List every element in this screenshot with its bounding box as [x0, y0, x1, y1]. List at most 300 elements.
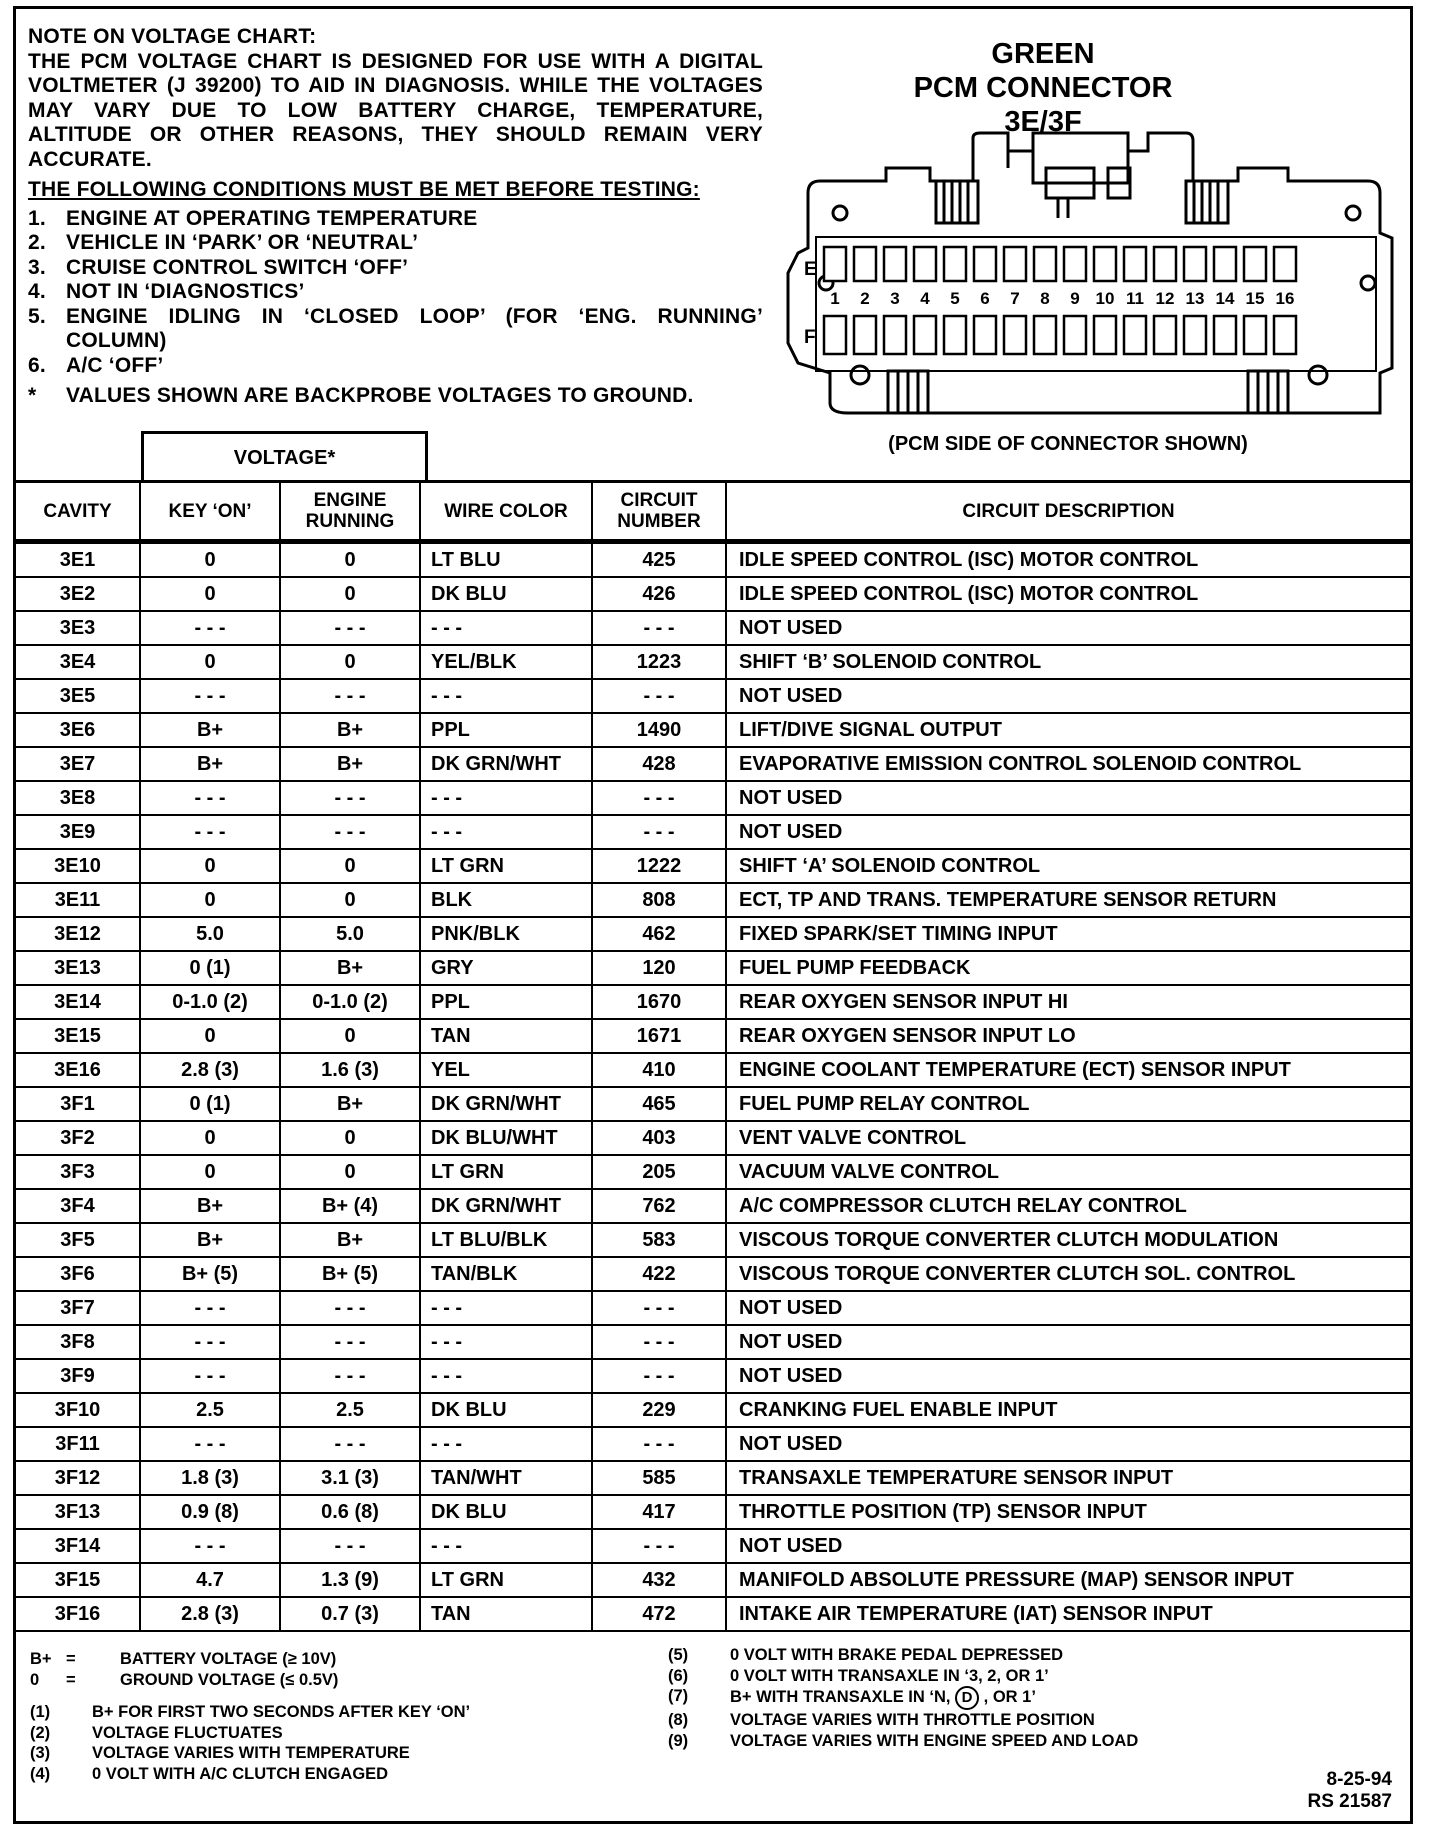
- cell-wire-color: PNK/BLK: [420, 917, 592, 951]
- stamp-code: RS 21587: [1307, 1791, 1392, 1812]
- cell-wire-color: - - -: [420, 679, 592, 713]
- cell-engine-running: B+ (5): [280, 1257, 420, 1291]
- condition-item: 2. VEHICLE IN ‘PARK’ OR ‘NEUTRAL’: [28, 231, 419, 254]
- cell-cavity: 3F2: [16, 1121, 140, 1155]
- cell-key-on: 0 (1): [140, 1087, 280, 1121]
- table-row: [16, 1223, 1410, 1257]
- cell-circuit-number: - - -: [592, 1291, 726, 1325]
- cell-cavity: 3F12: [16, 1461, 140, 1495]
- cell-description: NOT USED: [726, 679, 1410, 713]
- cell-circuit-number: - - -: [592, 1427, 726, 1461]
- cell-description: VISCOUS TORQUE CONVERTER CLUTCH SOL. CONTROL: [726, 1257, 1410, 1291]
- cell-cavity: 3E9: [16, 815, 140, 849]
- table-body: [16, 542, 1410, 1632]
- cell-engine-running: 1.6 (3): [280, 1053, 420, 1087]
- pin-e-cavity: [1034, 247, 1056, 281]
- cell-wire-color: - - -: [420, 781, 592, 815]
- pin-e-cavity: [1094, 247, 1116, 281]
- cell-engine-running: 0: [280, 1019, 420, 1053]
- legend-note: (5) 0 VOLT WITH BRAKE PEDAL DEPRESSED: [668, 1646, 1064, 1664]
- cell-circuit-number: - - -: [592, 781, 726, 815]
- pin-e-cavity: [1214, 247, 1236, 281]
- pin-number-label: 8: [1040, 289, 1050, 308]
- table-row: [16, 781, 1410, 815]
- cell-wire-color: - - -: [420, 815, 592, 849]
- legend-note: (6) 0 VOLT WITH TRANSAXLE IN ‘3, 2, OR 1’: [668, 1666, 1049, 1685]
- pin-e-cavity: [1184, 247, 1206, 281]
- pin-e-cavity: [884, 247, 906, 281]
- cell-circuit-number: 585: [592, 1461, 726, 1495]
- cell-cavity: 3E8: [16, 781, 140, 815]
- cell-description: IDLE SPEED CONTROL (ISC) MOTOR CONTROL: [726, 577, 1410, 611]
- pin-number-label: 7: [1010, 289, 1020, 308]
- cell-cavity: 3E7: [16, 747, 140, 781]
- legend-note: (3) VOLTAGE VARIES WITH TEMPERATURE: [30, 1744, 410, 1762]
- pin-f-cavity: [1064, 316, 1086, 354]
- cell-cavity: 3E13: [16, 951, 140, 985]
- cell-circuit-number: 462: [592, 917, 726, 951]
- cell-circuit-number: 432: [592, 1563, 726, 1597]
- pin-number-label: 9: [1070, 289, 1080, 308]
- cell-wire-color: DK GRN/WHT: [420, 1189, 592, 1223]
- pin-number-label: 5: [950, 289, 960, 308]
- table-row: [16, 679, 1410, 713]
- cell-key-on: - - -: [140, 1359, 280, 1393]
- cell-engine-running: 3.1 (3): [280, 1461, 420, 1495]
- connector-caption: (PCM SIDE OF CONNECTOR SHOWN): [888, 433, 1248, 455]
- cell-description: NOT USED: [726, 1427, 1410, 1461]
- pin-f-cavity: [854, 316, 876, 354]
- cell-key-on: 0: [140, 577, 280, 611]
- legend-right: [668, 1645, 1138, 1751]
- cell-description: VACUUM VALVE CONTROL: [726, 1155, 1410, 1189]
- cell-circuit-number: 1222: [592, 849, 726, 883]
- cell-wire-color: - - -: [420, 611, 592, 645]
- cell-description: NOT USED: [726, 815, 1410, 849]
- cell-wire-color: - - -: [420, 1291, 592, 1325]
- cell-engine-running: - - -: [280, 1291, 420, 1325]
- cell-description: NOT USED: [726, 1325, 1410, 1359]
- cell-cavity: 3F6: [16, 1257, 140, 1291]
- cell-cavity: 3F14: [16, 1529, 140, 1563]
- conditions-list: [28, 207, 763, 379]
- cell-description: SHIFT ‘A’ SOLENOID CONTROL: [726, 849, 1410, 883]
- table-row: [16, 985, 1410, 1019]
- cell-key-on: B+: [140, 1189, 280, 1223]
- cell-circuit-number: 1670: [592, 985, 726, 1019]
- pin-number-label: 11: [1126, 289, 1144, 308]
- pin-number-label: 14: [1215, 289, 1235, 308]
- cell-key-on: 0: [140, 542, 280, 578]
- pin-f-cavity: [1034, 316, 1056, 354]
- cell-circuit-number: - - -: [592, 611, 726, 645]
- cell-description: NOT USED: [726, 1359, 1410, 1393]
- cell-circuit-number: 120: [592, 951, 726, 985]
- cell-description: IDLE SPEED CONTROL (ISC) MOTOR CONTROL: [726, 542, 1410, 578]
- legend-note: (7) B+ WITH TRANSAXLE IN ‘N, D , OR 1’: [668, 1686, 1138, 1710]
- cell-description: NOT USED: [726, 781, 1410, 815]
- cell-cavity: 3E16: [16, 1053, 140, 1087]
- backprobe-note: * VALUES SHOWN ARE BACKPROBE VOLTAGES TO GROUND.: [28, 384, 694, 407]
- cell-engine-running: 5.0: [280, 917, 420, 951]
- legend-note: (9) VOLTAGE VARIES WITH ENGINE SPEED AND LOAD: [668, 1731, 1139, 1750]
- legend-left: [30, 1649, 470, 1784]
- cell-description: SHIFT ‘B’ SOLENOID CONTROL: [726, 645, 1410, 679]
- cell-circuit-number: 808: [592, 883, 726, 917]
- cell-engine-running: - - -: [280, 1427, 420, 1461]
- legend-note: (2) VOLTAGE FLUCTUATES: [30, 1723, 283, 1742]
- table-row: [16, 883, 1410, 917]
- cell-wire-color: DK BLU: [420, 1393, 592, 1427]
- cell-circuit-number: - - -: [592, 1359, 726, 1393]
- table-row: [16, 1155, 1410, 1189]
- header-key-on: KEY ‘ON’: [140, 482, 280, 542]
- cell-engine-running: 1.3 (9): [280, 1563, 420, 1597]
- cell-description: NOT USED: [726, 1529, 1410, 1563]
- cell-key-on: 0: [140, 645, 280, 679]
- cell-circuit-number: 425: [592, 542, 726, 578]
- cell-key-on: 0: [140, 1019, 280, 1053]
- cell-circuit-number: - - -: [592, 679, 726, 713]
- table-row: [16, 917, 1410, 951]
- pin-number-label: 15: [1245, 289, 1265, 308]
- cell-key-on: 4.7: [140, 1563, 280, 1597]
- table-row: [16, 815, 1410, 849]
- pin-e-cavity: [824, 247, 846, 281]
- cell-wire-color: LT GRN: [420, 1155, 592, 1189]
- cell-circuit-number: 410: [592, 1053, 726, 1087]
- cell-description: EVAPORATIVE EMISSION CONTROL SOLENOID CONTROL: [726, 747, 1410, 781]
- pin-number-label: 3: [890, 289, 900, 308]
- legend-bplus: B+ = BATTERY VOLTAGE (≥ 10V): [30, 1650, 337, 1668]
- cell-key-on: B+: [140, 713, 280, 747]
- cell-cavity: 3E15: [16, 1019, 140, 1053]
- cell-circuit-number: - - -: [592, 1529, 726, 1563]
- cell-cavity: 3F4: [16, 1189, 140, 1223]
- cell-description: ENGINE COOLANT TEMPERATURE (ECT) SENSOR INPUT: [726, 1053, 1410, 1087]
- cell-cavity: 3F11: [16, 1427, 140, 1461]
- cell-cavity: 3F3: [16, 1155, 140, 1189]
- cell-description: NOT USED: [726, 1291, 1410, 1325]
- pin-e-cavity: [1064, 247, 1086, 281]
- table-row: [16, 577, 1410, 611]
- cell-engine-running: - - -: [280, 1325, 420, 1359]
- table-row: [16, 1121, 1410, 1155]
- pin-f-cavity: [1124, 316, 1146, 354]
- cell-wire-color: PPL: [420, 985, 592, 1019]
- condition-item: 4. NOT IN ‘DIAGNOSTICS’: [28, 280, 305, 303]
- cell-key-on: - - -: [140, 781, 280, 815]
- cell-circuit-number: 428: [592, 747, 726, 781]
- cell-key-on: - - -: [140, 1291, 280, 1325]
- table-row: [16, 611, 1410, 645]
- pin-number-label: 12: [1155, 289, 1175, 308]
- cell-key-on: 0-1.0 (2): [140, 985, 280, 1019]
- cell-engine-running: B+: [280, 1087, 420, 1121]
- cell-wire-color: BLK: [420, 883, 592, 917]
- cell-cavity: 3F9: [16, 1359, 140, 1393]
- cell-engine-running: 0: [280, 883, 420, 917]
- pin-f-cavity: [1154, 316, 1176, 354]
- cell-cavity: 3E6: [16, 713, 140, 747]
- condition-item: 6. A/C ‘OFF’: [28, 353, 164, 377]
- cell-cavity: 3E3: [16, 611, 140, 645]
- cell-key-on: 2.8 (3): [140, 1053, 280, 1087]
- cell-circuit-number: 762: [592, 1189, 726, 1223]
- cell-key-on: 5.0: [140, 917, 280, 951]
- cell-key-on: 0: [140, 1155, 280, 1189]
- cell-description: ECT, TP AND TRANS. TEMPERATURE SENSOR RETURN: [726, 883, 1410, 917]
- cell-engine-running: B+: [280, 713, 420, 747]
- cell-wire-color: DK BLU: [420, 577, 592, 611]
- table-row: [16, 1529, 1410, 1563]
- drive-circle-icon: D: [955, 1686, 979, 1710]
- cell-cavity: 3E4: [16, 645, 140, 679]
- note-block: [28, 25, 763, 409]
- cell-cavity: 3E1: [16, 542, 140, 578]
- cell-key-on: 0.9 (8): [140, 1495, 280, 1529]
- cell-circuit-number: - - -: [592, 815, 726, 849]
- cell-circuit-number: 422: [592, 1257, 726, 1291]
- cell-key-on: 2.5: [140, 1393, 280, 1427]
- pin-e-cavity: [974, 247, 996, 281]
- cell-wire-color: LT GRN: [420, 849, 592, 883]
- connector-title: GREEN PCM CONNECTOR 3E/3F: [913, 38, 1173, 138]
- pin-f-cavity: [1274, 316, 1296, 354]
- cell-description: REAR OXYGEN SENSOR INPUT LO: [726, 1019, 1410, 1053]
- cell-wire-color: DK GRN/WHT: [420, 747, 592, 781]
- pin-f-cavity: [884, 316, 906, 354]
- cell-circuit-number: 426: [592, 577, 726, 611]
- table-row: [16, 1257, 1410, 1291]
- pin-e-cavity: [1274, 247, 1296, 281]
- cell-cavity: 3E5: [16, 679, 140, 713]
- cell-engine-running: - - -: [280, 781, 420, 815]
- pin-f-cavity: [1214, 316, 1236, 354]
- cell-description: FUEL PUMP RELAY CONTROL: [726, 1087, 1410, 1121]
- cell-engine-running: - - -: [280, 679, 420, 713]
- cell-engine-running: 0.6 (8): [280, 1495, 420, 1529]
- pin-number-label: 16: [1275, 289, 1295, 308]
- cell-description: MANIFOLD ABSOLUTE PRESSURE (MAP) SENSOR INPUT: [726, 1563, 1410, 1597]
- cell-wire-color: - - -: [420, 1359, 592, 1393]
- table-row: [16, 1019, 1410, 1053]
- table-row: [16, 1597, 1410, 1631]
- cell-description: CRANKING FUEL ENABLE INPUT: [726, 1393, 1410, 1427]
- cell-wire-color: DK BLU: [420, 1495, 592, 1529]
- connector-drawing: [768, 23, 1408, 423]
- table-row: [16, 1393, 1410, 1427]
- cell-engine-running: B+: [280, 747, 420, 781]
- cell-wire-color: LT GRN: [420, 1563, 592, 1597]
- connector-diagram: [768, 23, 1408, 463]
- conditions-heading: THE FOLLOWING CONDITIONS MUST BE MET BEFORE TESTING:: [28, 178, 700, 201]
- pin-f-cavity: [1244, 316, 1266, 354]
- cell-wire-color: TAN: [420, 1597, 592, 1631]
- cell-key-on: B+: [140, 747, 280, 781]
- cell-cavity: 3E10: [16, 849, 140, 883]
- cell-circuit-number: 1671: [592, 1019, 726, 1053]
- cell-circuit-number: - - -: [592, 1325, 726, 1359]
- table-row: [16, 1291, 1410, 1325]
- pin-number-label: 10: [1095, 289, 1115, 308]
- cell-wire-color: LT BLU/BLK: [420, 1223, 592, 1257]
- pcm-voltage-chart-sheet: [13, 6, 1413, 1824]
- cell-cavity: 3E2: [16, 577, 140, 611]
- cell-cavity: 3F13: [16, 1495, 140, 1529]
- table-row: [16, 1053, 1410, 1087]
- cell-key-on: 2.8 (3): [140, 1597, 280, 1631]
- cell-description: VISCOUS TORQUE CONVERTER CLUTCH MODULATION: [726, 1223, 1410, 1257]
- cell-wire-color: - - -: [420, 1529, 592, 1563]
- cell-wire-color: - - -: [420, 1427, 592, 1461]
- pin-e-cavity: [1124, 247, 1146, 281]
- cell-circuit-number: 1223: [592, 645, 726, 679]
- pin-f-cavity: [944, 316, 966, 354]
- voltage-group-header: VOLTAGE*: [141, 431, 428, 483]
- cell-circuit-number: 583: [592, 1223, 726, 1257]
- cell-key-on: - - -: [140, 1325, 280, 1359]
- cell-wire-color: GRY: [420, 951, 592, 985]
- cell-engine-running: 2.5: [280, 1393, 420, 1427]
- table-row: [16, 1563, 1410, 1597]
- cell-cavity: 3F5: [16, 1223, 140, 1257]
- voltage-table: [16, 480, 1410, 1632]
- pin-number-label: 6: [980, 289, 990, 308]
- cell-description: INTAKE AIR TEMPERATURE (IAT) SENSOR INPUT: [726, 1597, 1410, 1631]
- pin-e-cavity: [1154, 247, 1176, 281]
- pin-e-cavity: [944, 247, 966, 281]
- cell-wire-color: DK BLU/WHT: [420, 1121, 592, 1155]
- cell-cavity: 3E12: [16, 917, 140, 951]
- row-e-label: E: [804, 259, 817, 280]
- cell-key-on: 0: [140, 883, 280, 917]
- cell-engine-running: 0: [280, 645, 420, 679]
- cell-key-on: 0: [140, 849, 280, 883]
- pin-number-label: 13: [1185, 289, 1205, 308]
- table-row: [16, 1461, 1410, 1495]
- cell-engine-running: B+: [280, 951, 420, 985]
- cell-description: THROTTLE POSITION (TP) SENSOR INPUT: [726, 1495, 1410, 1529]
- condition-item: 3. CRUISE CONTROL SWITCH ‘OFF’: [28, 255, 409, 279]
- header-wire-color: WIRE COLOR: [420, 482, 592, 542]
- pin-number-label: 1: [830, 289, 840, 308]
- cell-cavity: 3F1: [16, 1087, 140, 1121]
- cell-cavity: 3F7: [16, 1291, 140, 1325]
- cell-circuit-number: 417: [592, 1495, 726, 1529]
- table-row: [16, 1495, 1410, 1529]
- cell-wire-color: TAN: [420, 1019, 592, 1053]
- condition-item: 1. ENGINE AT OPERATING TEMPERATURE: [28, 206, 478, 230]
- cell-wire-color: LT BLU: [420, 542, 592, 578]
- cell-engine-running: 0: [280, 849, 420, 883]
- table-row: [16, 1325, 1410, 1359]
- legend-note: (1) B+ FOR FIRST TWO SECONDS AFTER KEY ‘ON’: [30, 1703, 471, 1721]
- cell-circuit-number: 403: [592, 1121, 726, 1155]
- cell-engine-running: - - -: [280, 1529, 420, 1563]
- cell-cavity: 3E14: [16, 985, 140, 1019]
- cell-wire-color: - - -: [420, 1325, 592, 1359]
- cell-engine-running: 0: [280, 542, 420, 578]
- table-row: [16, 645, 1410, 679]
- table-row: [16, 542, 1410, 578]
- cell-circuit-number: 465: [592, 1087, 726, 1121]
- cell-key-on: 1.8 (3): [140, 1461, 280, 1495]
- table-row: [16, 747, 1410, 781]
- cell-engine-running: 0: [280, 577, 420, 611]
- pin-e-cavity: [854, 247, 876, 281]
- pin-f-cavity: [1184, 316, 1206, 354]
- cell-cavity: 3F16: [16, 1597, 140, 1631]
- document-stamp: [1307, 1769, 1392, 1813]
- legend-note: (4) 0 VOLT WITH A/C CLUTCH ENGAGED: [30, 1764, 389, 1783]
- row-f-label: F: [804, 327, 816, 348]
- cell-key-on: - - -: [140, 611, 280, 645]
- cell-engine-running: 0.7 (3): [280, 1597, 420, 1631]
- cell-key-on: 0 (1): [140, 951, 280, 985]
- cell-engine-running: 0: [280, 1155, 420, 1189]
- header-cavity: CAVITY: [16, 482, 140, 542]
- cell-description: FIXED SPARK/SET TIMING INPUT: [726, 917, 1410, 951]
- cell-cavity: 3E11: [16, 883, 140, 917]
- cell-cavity: 3F8: [16, 1325, 140, 1359]
- cell-wire-color: DK GRN/WHT: [420, 1087, 592, 1121]
- cell-wire-color: TAN/BLK: [420, 1257, 592, 1291]
- pin-f-cavity: [1094, 316, 1116, 354]
- legend-zero: 0 = GROUND VOLTAGE (≤ 0.5V): [30, 1670, 339, 1689]
- cell-description: FUEL PUMP FEEDBACK: [726, 951, 1410, 985]
- cell-engine-running: B+: [280, 1223, 420, 1257]
- table-header-row: [16, 482, 1410, 542]
- cell-key-on: B+ (5): [140, 1257, 280, 1291]
- cell-engine-running: - - -: [280, 815, 420, 849]
- cell-description: A/C COMPRESSOR CLUTCH RELAY CONTROL: [726, 1189, 1410, 1223]
- pin-f-cavity: [1004, 316, 1026, 354]
- table-row: [16, 1427, 1410, 1461]
- pin-f-cavity: [824, 316, 846, 354]
- stamp-date: 8-25-94: [1326, 1769, 1392, 1790]
- cell-circuit-number: 229: [592, 1393, 726, 1427]
- cell-key-on: - - -: [140, 1529, 280, 1563]
- cell-key-on: B+: [140, 1223, 280, 1257]
- cell-engine-running: 0: [280, 1121, 420, 1155]
- note-title: NOTE ON VOLTAGE CHART:: [28, 25, 317, 48]
- legend-note: (8) VOLTAGE VARIES WITH THROTTLE POSITION: [668, 1711, 1095, 1729]
- cell-key-on: - - -: [140, 679, 280, 713]
- table-row: [16, 849, 1410, 883]
- cell-wire-color: YEL: [420, 1053, 592, 1087]
- cell-cavity: 3F15: [16, 1563, 140, 1597]
- pin-f-cavity: [974, 316, 996, 354]
- cell-engine-running: B+ (4): [280, 1189, 420, 1223]
- table-row: [16, 1087, 1410, 1121]
- cell-description: LIFT/DIVE SIGNAL OUTPUT: [726, 713, 1410, 747]
- header-circuit-number: CIRCUIT NUMBER: [592, 482, 726, 542]
- pin-e-cavity: [1004, 247, 1026, 281]
- cell-wire-color: YEL/BLK: [420, 645, 592, 679]
- condition-item: 5. ENGINE IDLING IN ‘CLOSED LOOP’ (FOR ‘ENG. RUNNING’ COLUMN): [28, 304, 763, 352]
- cell-circuit-number: 472: [592, 1597, 726, 1631]
- cell-wire-color: TAN/WHT: [420, 1461, 592, 1495]
- cell-circuit-number: 205: [592, 1155, 726, 1189]
- pin-number-label: 4: [920, 289, 930, 308]
- cell-key-on: - - -: [140, 1427, 280, 1461]
- cell-circuit-number: 1490: [592, 713, 726, 747]
- pin-e-cavity: [914, 247, 936, 281]
- pin-number-label: 2: [860, 289, 870, 308]
- header-engine-running: ENGINE RUNNING: [280, 482, 420, 542]
- cell-wire-color: PPL: [420, 713, 592, 747]
